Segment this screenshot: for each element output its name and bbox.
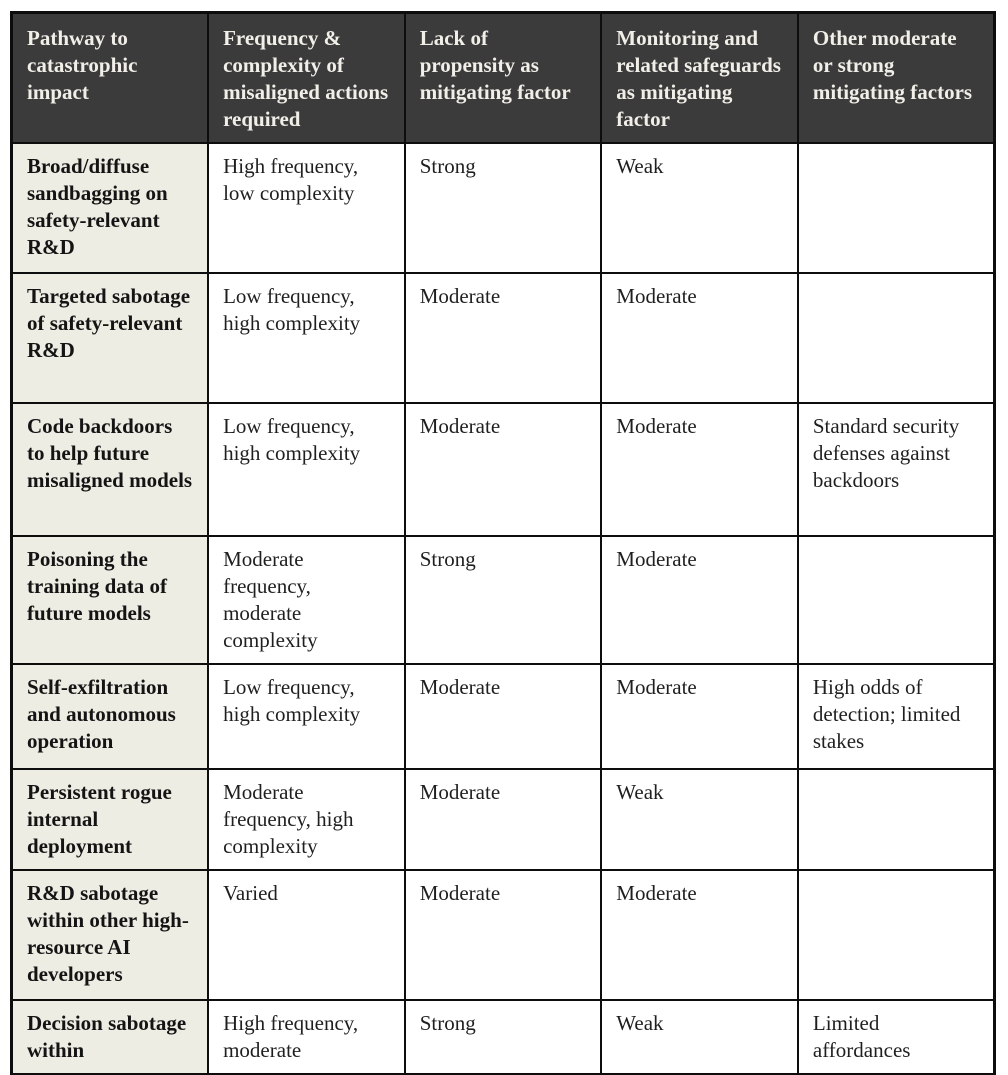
table-body bbox=[12, 143, 995, 1075]
row-header-pathway: Broad/diffuse sandbagging on safety-relevant R&D bbox=[12, 143, 209, 273]
table-row bbox=[12, 769, 995, 870]
table-row bbox=[12, 536, 995, 664]
cell-monitoring: Weak bbox=[601, 143, 798, 273]
cell-other bbox=[798, 769, 995, 870]
cell-propensity: Moderate bbox=[405, 273, 602, 403]
table-header-row bbox=[12, 13, 995, 144]
cell-other bbox=[798, 143, 995, 273]
table-row bbox=[12, 403, 995, 536]
table-row bbox=[12, 1000, 995, 1075]
cell-monitoring: Moderate bbox=[601, 273, 798, 403]
row-header-pathway: Targeted sabotage of safety-relevant R&D bbox=[12, 273, 209, 403]
cell-frequency: High frequency, low complexity bbox=[208, 143, 405, 273]
cell-frequency: Low frequency, high complexity bbox=[208, 273, 405, 403]
cell-other: Standard security defenses against backdoors bbox=[798, 403, 995, 536]
cell-propensity: Moderate bbox=[405, 664, 602, 769]
row-header-pathway: Code backdoors to help future misaligned models bbox=[12, 403, 209, 536]
column-header-frequency-complexity: Frequency & complexity of misaligned actions required bbox=[208, 13, 405, 144]
cell-propensity: Strong bbox=[405, 143, 602, 273]
cell-other bbox=[798, 870, 995, 1000]
row-header-pathway: R&D sabotage within other high-resource AI developers bbox=[12, 870, 209, 1000]
row-header-pathway: Poisoning the training data of future models bbox=[12, 536, 209, 664]
cell-propensity: Strong bbox=[405, 1000, 602, 1075]
cell-frequency: Varied bbox=[208, 870, 405, 1000]
cell-propensity: Moderate bbox=[405, 403, 602, 536]
cell-other bbox=[798, 273, 995, 403]
table-row bbox=[12, 664, 995, 769]
cell-monitoring: Moderate bbox=[601, 403, 798, 536]
column-header-pathway: Pathway to catastrophic impact bbox=[12, 13, 209, 144]
cell-monitoring: Moderate bbox=[601, 870, 798, 1000]
cell-propensity: Moderate bbox=[405, 769, 602, 870]
cell-propensity: Strong bbox=[405, 536, 602, 664]
cell-frequency: Low frequency, high complexity bbox=[208, 664, 405, 769]
table-header bbox=[12, 13, 995, 144]
cell-frequency: High frequency, moderate bbox=[208, 1000, 405, 1075]
table-row bbox=[12, 273, 995, 403]
cell-propensity: Moderate bbox=[405, 870, 602, 1000]
row-header-pathway: Decision sabotage within bbox=[12, 1000, 209, 1075]
cell-monitoring: Weak bbox=[601, 769, 798, 870]
cell-monitoring: Moderate bbox=[601, 536, 798, 664]
cell-frequency: Low frequency, high complexity bbox=[208, 403, 405, 536]
cell-other: Limited affordances bbox=[798, 1000, 995, 1075]
cell-frequency: Moderate frequency, moderate complexity bbox=[208, 536, 405, 664]
column-header-other-mitigating-factors: Other moderate or strong mitigating factors bbox=[798, 13, 995, 144]
table-row bbox=[12, 143, 995, 273]
cell-other: High odds of detection; limited stakes bbox=[798, 664, 995, 769]
column-header-monitoring-safeguards: Monitoring and related safeguards as mitigating factor bbox=[601, 13, 798, 144]
risk-pathways-table bbox=[10, 11, 996, 1075]
row-header-pathway: Persistent rogue internal deployment bbox=[12, 769, 209, 870]
row-header-pathway: Self-exfiltration and autonomous operation bbox=[12, 664, 209, 769]
cell-monitoring: Weak bbox=[601, 1000, 798, 1075]
column-header-lack-of-propensity: Lack of propensity as mitigating factor bbox=[405, 13, 602, 144]
table-row bbox=[12, 870, 995, 1000]
cell-monitoring: Moderate bbox=[601, 664, 798, 769]
cell-other bbox=[798, 536, 995, 664]
cell-frequency: Moderate frequency, high complexity bbox=[208, 769, 405, 870]
